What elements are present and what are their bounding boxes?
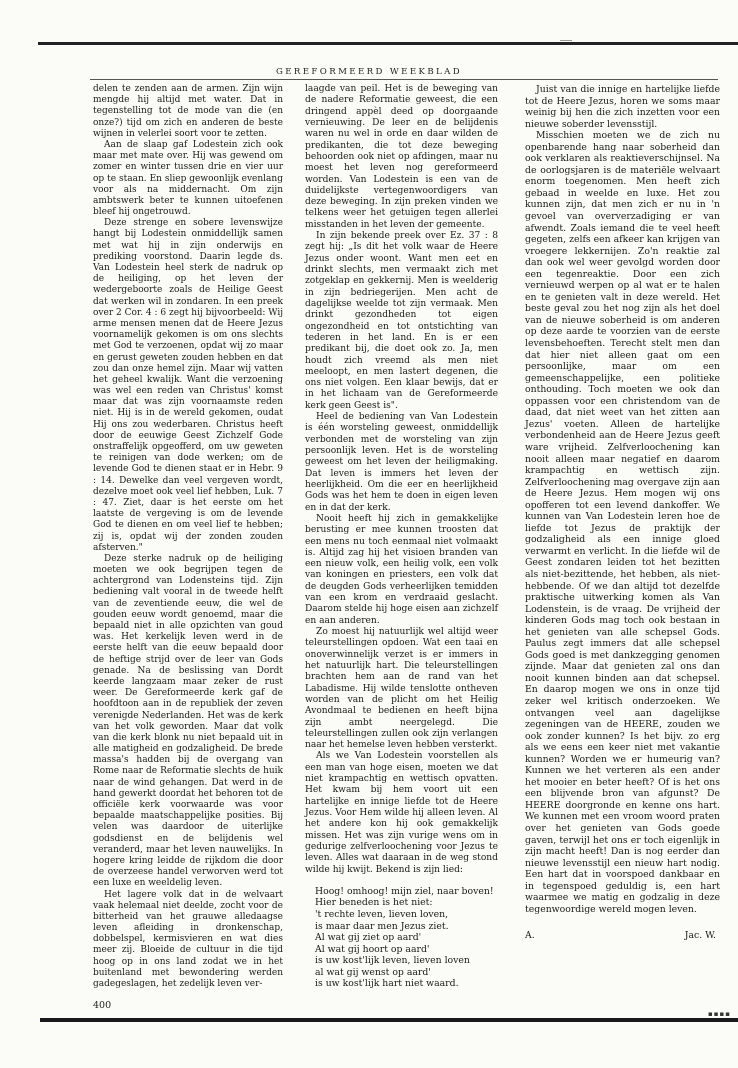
paragraph: Het lagere volk dat in de welvaart vaak helemaal niet deelde, zocht voor de bitterheid van het grauwe alledaagse leven afleiding in dronkenschap, dobbelspel, kermisvieren en wat dies meer zij. Bloeide de cultuur in die tijd hoog op in ons land zodat we in het buitenland met bewondering werden gadegeslagen, het zedelijk leven ver- [93, 889, 283, 989]
column-1 [93, 84, 283, 990]
signature-left: A. [525, 930, 535, 942]
bottom-mark: ▪▪▪▪ [708, 1010, 731, 1018]
poem-line: 't rechte leven, lieven loven, [315, 908, 449, 920]
paragraph: laagde van peil. Het is de beweging van de nadere Reformatie geweest, die een dringend appèl deed op doorgaande vernieuwing. De leer en de belijdenis waren nu wel in orde en daar wilden de predikanten, die tot deze beweging behoorden ook niet op afdingen, maar nu moest het leven nog gereformeerd worden. Van Lodestein is een van de duidelijkste vertegenwoordigers van deze beweging. In zijn preken vinden we telkens weer het getuigen tegen allerlei misstanden in het leven der gemeente. [305, 84, 498, 230]
paragraph: Juist van die innige en hartelijke liefde tot de Heere Jezus, horen we soms maar weinig bij hen die zich inzetten voor een nieuwe soberder levensstijl. [525, 84, 720, 130]
poem-line: is uw kost'lijk hart niet waard. [315, 978, 459, 990]
poem-line: is maar daar men Jezus ziet. [315, 920, 449, 932]
poem-line: Al wat gij ziet op aard' [315, 932, 422, 944]
paragraph: delen te zenden aan de armen. Zijn wijn mengde hij altijd met water. Dat in tegenstelling tot de mode van die (en onze?) tijd om zich en anderen de beste wijnen in velerlei soort voor te zetten. [93, 84, 283, 139]
hymn-quote [305, 886, 498, 990]
paragraph: Als we Van Lodestein voorstellen als een man van hoge eisen, moeten we dat niet krampachtig en wettisch opvatten. Het kwam bij hem voort uit een hartelijke en innige liefde tot de Heere Jezus. Voor Hem wilde hij alleen leven. Al het andere kon hij ook gemakkelijk missen. Het was zijn vurige wens om in gedurige zelfverloochening voor Jezus te leven. Alles wat daaraan in de weg stond wilde hij kwijt. Bekend is zijn lied: [305, 751, 498, 875]
head-rule [90, 79, 718, 80]
paragraph: Misschien moeten we de zich nu openbarende hang naar soberheid dan ook verklaren als reaktieverschijnsel. Na de oorlogsjaren is de materiële welvaart enorm toegenomen. Men heeft zich gebaad in weelde en luxe. Het zou kunnen zijn, dat men zich er nu in 'n gevoel van oververzadiging er van afwendt. Zoals iemand die te veel heeft gegeten, zelfs een afkeer kan krijgen van vroegere lekkernijen. Zo'n reaktie zal dan ook wel weer gevolgd worden door een tegenreaktie. Door een zich vernieuwd werpen op al wat er te halen en te genieten valt in deze wereld. Het beste geval zou het nog zijn als het doel van de nieuwe soberheid is om anderen op deze aarde te voorzien van de eerste levensbehoeften. Terecht stelt men dan dat hier niet alleen gaat om een persoonlijke, maar om een gemeenschappelijke, een politieke onthouding. Toch moeten we ook dan oppassen voor een christendom van de daad, dat niet weet van het zitten aan Jezus' voeten. Alleen de hartelijke verbondenheid aan de Heere Jezus geeft ware vrijheid. Zelfverloochening kan nooit alleen maar negatief en daarom krampachtig en wettisch zijn. Zelfverloochening mag overgave zijn aan de Heere Jezus. Hem mogen wij ons opofferen tot een levend dankoffer. We kunnen van Van Lodestein leren hoe de liefde tot Jezus de praktijk der godzaligheid als een innige gloed verwarmt en verlicht. In die liefde wil de Geest zondaren leiden tot het bezitten als niet-bezittende, het hebben, als niet-hebbende. Of we dan altijd tot dezelfde praktische uitwerking komen als Van Lodenstein, is de vraag. De vrijheid der kinderen Gods mag toch ook bestaan in het genieten van alle schepsel Gods. Paulus zegt immers dat alle schepsel Gods goed is met dankzegging genomen zijnde. Maar dat genieten zal ons dan nooit kunnen binden aan dat schepsel. En daarop mogen we ons in onze tijd zeker wel kritisch onderzoeken. We ontvangen veel aan dagelijkse zegeningen van de HEERE, zouden we ook zonder kunnen? Is het bijv. zo erg als we eens een keer niet met vakantie kunnen? Worden we er humeurig van? Kunnen we het verteren als een ander het mooier en beter heeft? Of is het ons een blijvende bron van afgunst? De HEERE doorgronde en kenne ons hart. We kunnen met een vroom woord praten over het genieten van Gods goede gaven, terwijl het ons er toch eigenlijk in zijn macht heeft! Dan is nog eerder dan nieuwe levensstijl een nieuw hart nodig. Een hart dat in voorspoed dankbaar en in tegenspoed geduldig is, een hart waarmee we matig en godzalig in deze tegenwoordige wereld mogen leven. [525, 130, 720, 915]
author-signature: Jac. W. [684, 930, 716, 942]
bottom-rule [40, 1018, 738, 1022]
paragraph: Aan de slaap gaf Lodestein zich ook maar met mate over. Hij was gewend om zomer en winter tussen drie en vier uur op te staan. En sliep gewoonlijk evenlang voor als na middernacht. Om zijn ambtswerk beter te kunnen uitoefenen bleef hij ongetrouwd. [93, 139, 283, 218]
top-rule-mark [560, 40, 572, 41]
page-number: 400 [93, 1000, 112, 1011]
column-2 [305, 84, 498, 990]
column-3 [525, 84, 720, 942]
poem-line: is uw kost'lijk leven, lieven loven [315, 955, 470, 967]
paragraph: Nooit heeft hij zich in gemakkelijke berusting er mee kunnen troosten dat een mens nu toch eenmaal niet volmaakt is. Altijd zag hij het visioen branden van een nieuw volk, een heilig volk, een volk van koningen en priesters, een volk dat de deugden Gods verheerlijken temidden van een krom en verdraaid geslacht. Daarom stelde hij hoge eisen aan zichzelf en aan anderen. [305, 513, 498, 626]
top-rule [38, 42, 738, 45]
poem-line: Al wat gij hoort op aard' [315, 943, 430, 955]
running-head: GEREFORMEERD WEEKBLAD [275, 67, 463, 77]
paragraph: Zo moest hij natuurlijk wel altijd weer teleurstellingen opdoen. Wat een taai en onoverwinnelijk verzet is er immers in het natuurlijk hart. Die teleurstellingen brachten hem aan de rand van het Labadisme. Hij wilde tenslotte ontheven worden van de plicht om het Heilig Avondmaal te bedienen en heeft bijna zijn ambt neergelegd. Die teleurstellingen zullen ook zijn verlangen naar het hemelse leven hebben versterkt. [305, 627, 498, 751]
paragraph: Deze sterke nadruk op de heiliging moeten we ook begrijpen tegen de achtergrond van Lodensteins tijd. Zijn bediening valt vooral in de tweede helft van de zeventiende eeuw, die wel de gouden eeuw wordt genoemd, maar die bepaald niet in alle opzichten van goud was. Het kerkelijk leven werd in de eerste helft van die eeuw bepaald door de heftige strijd over de leer van Gods genade. Na de beslissing van Dordt keerde langzaam maar zeker de rust weer. De Gereformeerde kerk gaf de hoofdtoon aan in de republiek der zeven verenigde Nederlanden. Het was de kerk van het volk geworden. Maar dat volk van die kerk blonk nu niet bepaald uit in alle matigheid en godzaligheid. De brede massa's hadden bij de overgang van Rome naar de Reformatie slechts de huik naar de wind gehangen. Dat werd in de hand gewerkt doordat het behoren tot de officiële kerk voorwaarde was voor bepaalde maatschappelijke posities. Bij velen was daardoor de uiterlijke godsdienst en de belijdenis wel veranderd, maar het leven nauwelijks. In hogere kring leidde de rijkdom die door de overzeese handel verworven werd tot een luxe en weeldelig leven. [93, 553, 283, 889]
poem-line: Hier beneden is het niet: [315, 897, 433, 909]
paragraph: Heel de bediening van Van Lodestein is één worsteling geweest, onmiddellijk verbonden met de worsteling van zijn persoonlijk leven. Het is de worsteling geweest om het leven der heiligmaking. Dat leven is immers het leven der heerlijkheid. Om die eer en heerlijkheid Gods was het hem te doen in eigen leven en in dat der kerk. [305, 412, 498, 513]
paragraph: In zijn bekende preek over Ez. 37 : 8 zegt hij: „Is dit het volk waar de Heere Jezus onder woont. Want men eet en drinkt slechts, men vermaakt zich met zotgeklap en gekkernij. Men is weelderig in zijn bedriegerijen. Men acht de dagelijkse weelde tot zijn vermaak. Men drinkt gezondheden tot eigen ongezondheid en tot ontstichting van tederen in het land. En is er een predikant bij, die doet ook zo. Ja, men houdt zich vreemd als men niet meeloopt, en men lastert degenen, die ons niet volgen. Een klaar bewijs, dat er in het lichaam van de Gereformeerde kerk geen Geest is". [305, 231, 498, 411]
poem-line: Hoog! omhoog! mijn ziel, naar boven! [315, 885, 494, 897]
poem-line: al wat gij wenst op aard' [315, 966, 431, 978]
paragraph: Deze strenge en sobere levenswijze hangt bij Lodestein onmiddellijk samen met wat hij in zijn onderwijs en prediking voorstond. Daarin legde ds. Van Lodestein heel sterk de nadruk op de heiliging, op het leven der wedergeboorte zoals de Heilige Geest dat werken wil in zondaren. In een preek over 2 Cor. 4 : 6 zegt hij bijvoorbeeld: Wij arme mensen menen dat de Heere Jezus voornamelijk gekomen is om ons slechts met God te verzoenen, opdat wij zo maar en gerust geweten zouden hebben en dat zou dan onze hemel zijn. Maar wij vatten het geheel kwalijk. Want die verzoening was wel een reden van Christus' komst maar dat was zijn voornaamste reden niet. Hij is in de wereld gekomen, oudat Hij ons zou wederbaren. Christus heeft door de eeuwige Geest Zichzelf Gode onstraffelijk opgeofferd, om uw geweten te reinigen van dode werken; om de levende God te dienen staat er in Hebr. 9 : 14. Dewelke dan veel vergeven wordt, dezelve moet ook veel lief hebben, Luk. 7 : 47. Ziet, daar is het eerste om het laatste de vergeving is om de levende God te dienen en om veel lief te hebben; zij is, opdat wij der zonden zouden afsterven." [93, 218, 283, 553]
signature-line [525, 930, 720, 942]
